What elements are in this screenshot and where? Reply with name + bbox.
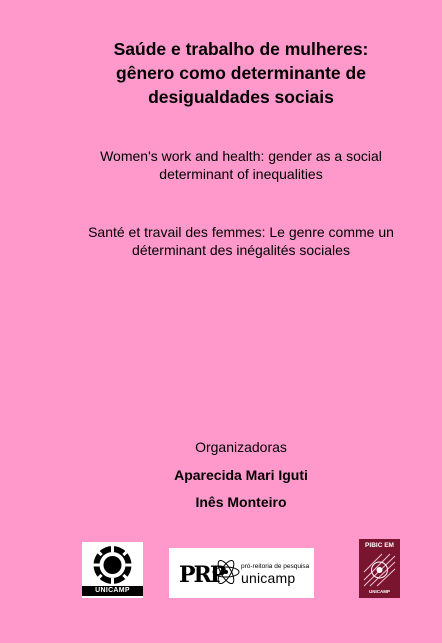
pibic-emblem-icon bbox=[362, 552, 397, 588]
title-portuguese bbox=[40, 37, 442, 109]
organizers-heading: Organizadoras bbox=[195, 439, 287, 455]
prp-logo bbox=[169, 548, 314, 598]
title-line: desigualdades sociais bbox=[148, 87, 334, 107]
unicamp-logo bbox=[82, 542, 143, 598]
unicamp-logo-text: UNICAMP bbox=[82, 586, 143, 596]
unicamp-seal-icon bbox=[82, 542, 143, 588]
subtitle-line: Women's work and health: gender as a social bbox=[100, 148, 382, 164]
pibic-title: PIBIC EM bbox=[365, 542, 394, 549]
prp-pro-reitoria: pró-reitoria de pesquisa bbox=[241, 563, 310, 570]
prp-mark: PRP bbox=[179, 562, 225, 588]
pibic-logo bbox=[359, 539, 400, 598]
subtitle-line: Santé et travail des femmes: Le genre comme un bbox=[88, 224, 394, 240]
prp-unicamp: unicamp bbox=[241, 570, 296, 586]
pibic-unicamp: UNICAMP bbox=[369, 589, 390, 594]
atom-icon bbox=[211, 556, 241, 588]
organizer-name: Inês Monteiro bbox=[195, 494, 287, 510]
title-french bbox=[40, 223, 442, 259]
title-english bbox=[40, 147, 442, 183]
title-line: gênero como determinante de bbox=[116, 63, 366, 83]
organizer-name: Aparecida Mari Iguti bbox=[174, 467, 308, 483]
subtitle-line: determinant of inequalities bbox=[159, 166, 323, 182]
title-line: Saúde e trabalho de mulheres: bbox=[113, 39, 369, 59]
subtitle-line: déterminant des inégalités sociales bbox=[132, 242, 350, 258]
